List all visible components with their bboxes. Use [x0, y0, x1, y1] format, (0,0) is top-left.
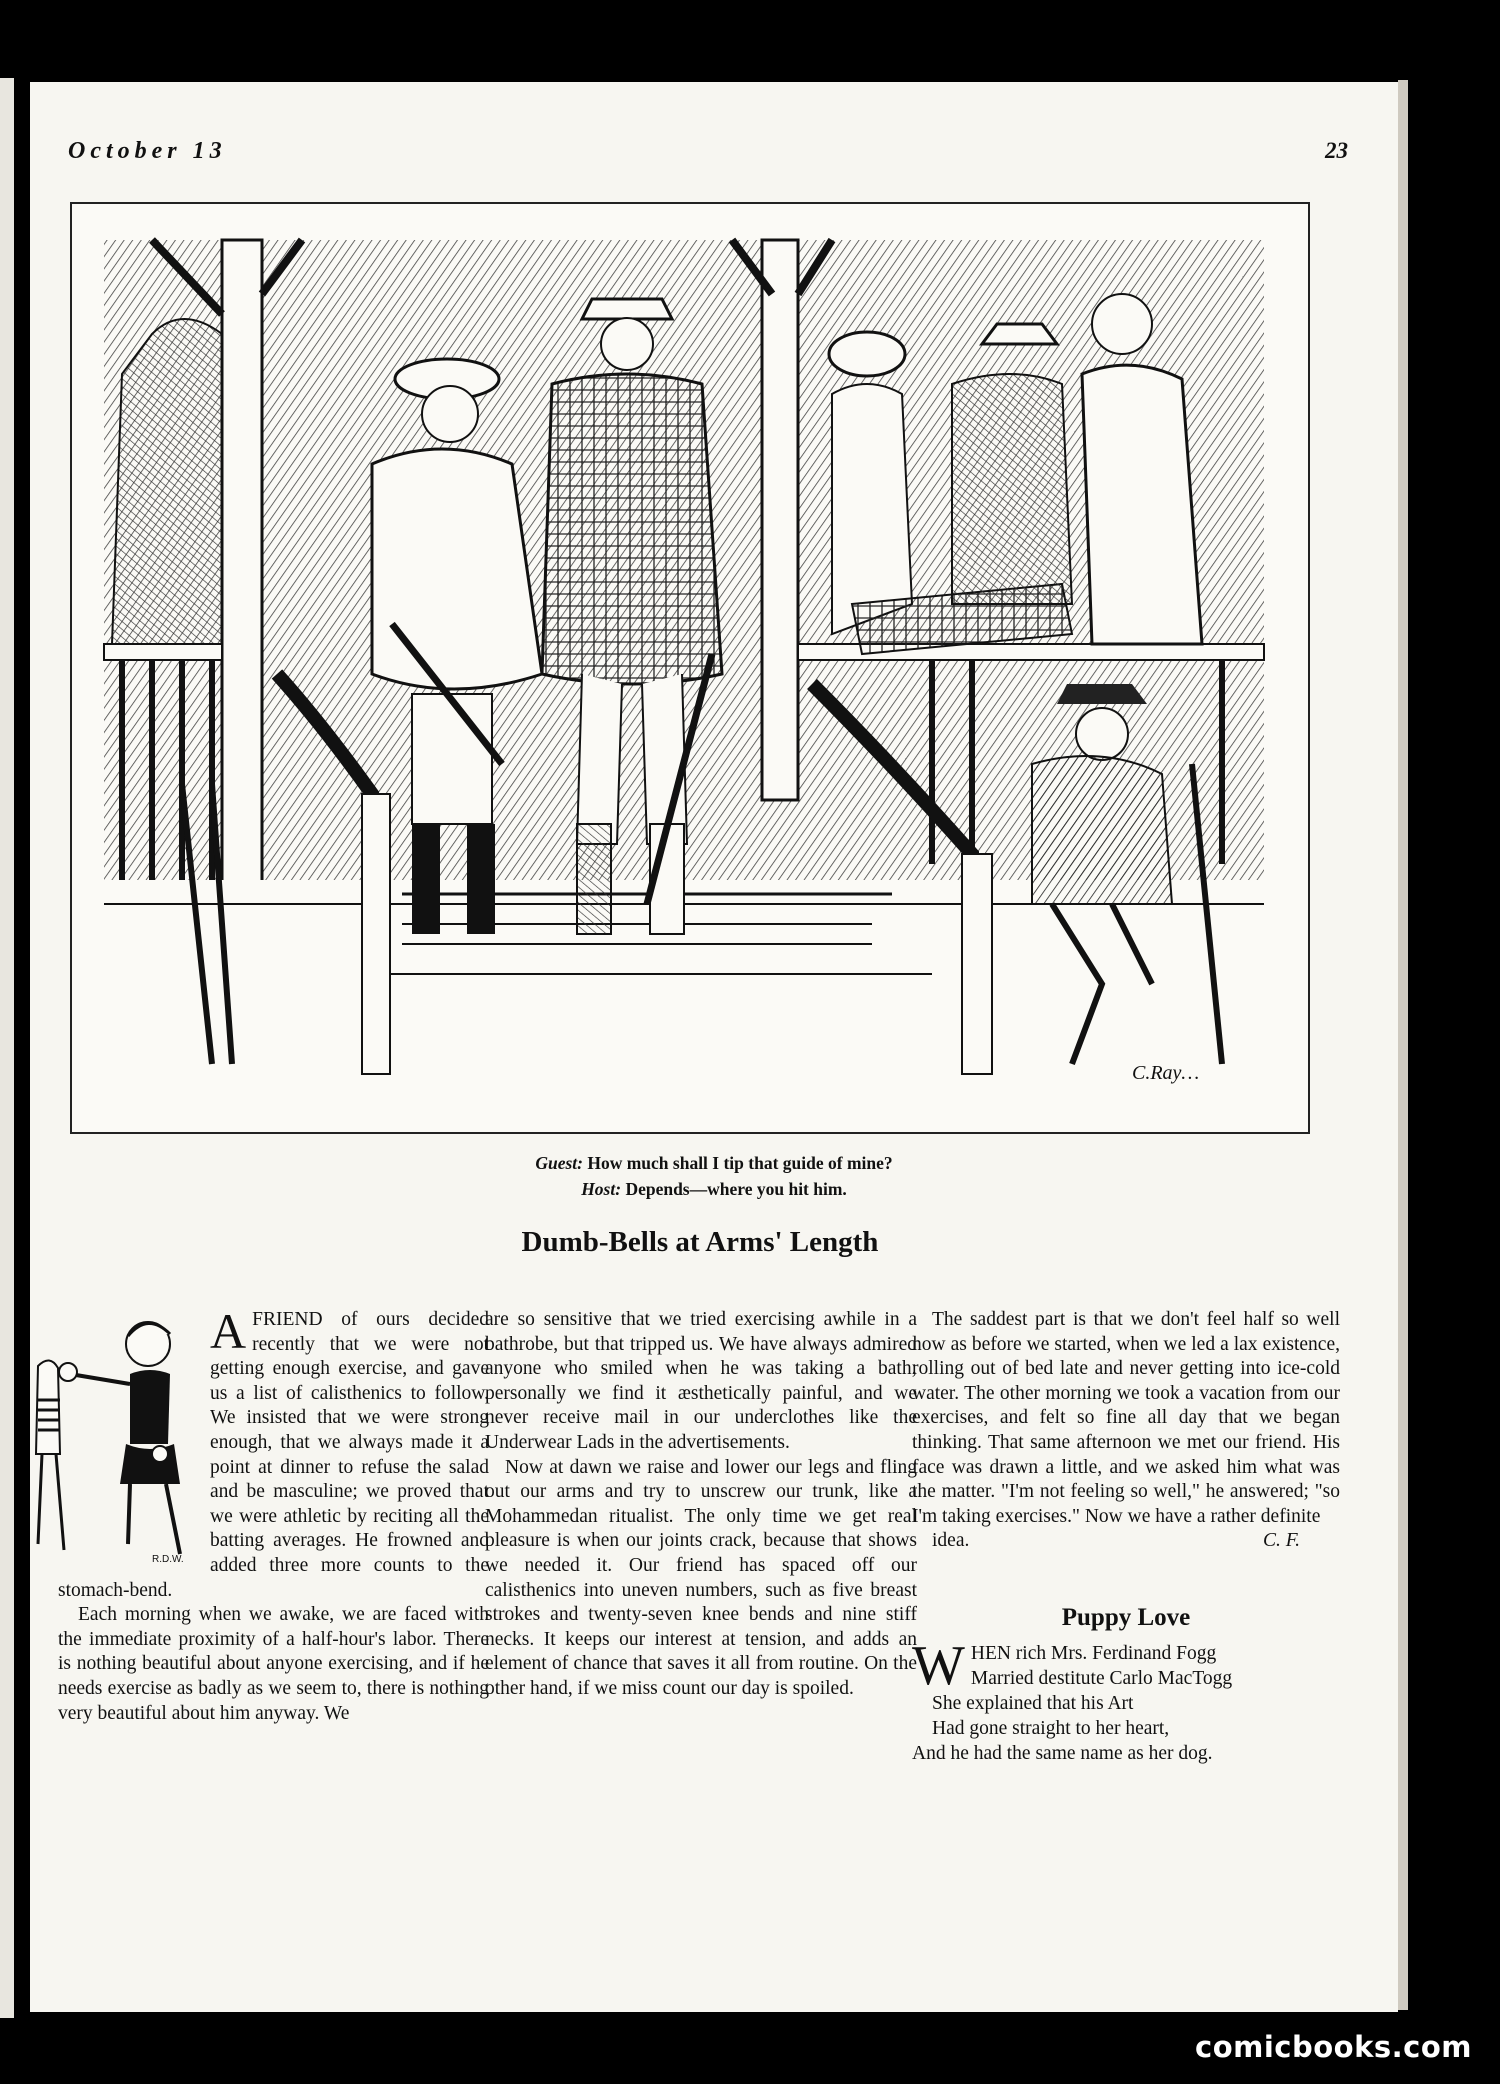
article-paragraph-2-cont: are so sensitive that we tried exercising awhile in a bathrobe, but that tripped us. We have always admired anyone who smiled when he was taking a bath; personally we find it æsthetically painful, and we never receive mail in our underclothes like the Underwear Lads in the advertisements.	[485, 1309, 917, 1453]
poem-title: Puppy Love	[1061, 1603, 1191, 1631]
article-drop-cap: A	[210, 1303, 247, 1359]
cartoon-drawing	[72, 204, 1308, 1132]
poem	[912, 1634, 1340, 1766]
caption-speaker-host: Host:	[581, 1179, 622, 1199]
page-number: 23	[1325, 138, 1348, 163]
artist-signature: C.Ray…	[1132, 1062, 1200, 1084]
caption-host-line: Depends—where you hit him.	[625, 1179, 847, 1199]
boxing-figures-illustration	[30, 1304, 206, 1566]
poem-drop-cap: W	[912, 1634, 965, 1697]
article-paragraph-1: FRIEND of ours decided recently that we were not getting enough exercise, and gave us a list of calisthenics to follow. We insisted that we were strong enough, that we always made it a point at dinner to refuse the salad and be masculine; we proved that we were athletic by reciting all the batting averages. He frowned and added three more counts to the stomach-bend.	[58, 1309, 489, 1601]
poem-line-5: And he had the same name as her dog.	[912, 1742, 1213, 1764]
article-column-1	[58, 1303, 489, 1726]
article-title: Dumb-Bells at Arms' Length	[521, 1226, 879, 1258]
article-column-2	[485, 1308, 917, 1702]
article-paragraph-4: The saddest part is that we don't feel half so well now as before we started, when we led a lax existence, rolling out of bed late and never getting into ice-cold water. The other morning we took a vacation from our exercises, and felt so fine all day that we began thinking. That same afternoon we met our friend. His face was drawn a little, and we asked him what was the matter. "I'm not feeling so well," he answered; "so I'm taking exercises." Now we have a rather definite	[912, 1309, 1340, 1527]
article-paragraph-3: Now at dawn we raise and lower our legs and fling out our arms and try to unscrew our trunk, like a Mohammedan ritualist. The only time we get real pleasure is when our joints crack, because that shows we needed it. Our friend has spaced off our calisthenics into uneven numbers, such as five breast strokes and twenty-seven knee bends and nine stiff necks. It keeps our interest at tension, and adds an element of chance that saves it all from routine. On the other hand, if we miss count our day is spoiled.	[485, 1456, 917, 1699]
poem-line-4: Had gone straight to her heart,	[932, 1717, 1170, 1739]
site-watermark: comicbooks.com	[1195, 2030, 1472, 2064]
caption-guest-line: How much shall I tip that guide of mine?	[587, 1153, 893, 1173]
article-last-word: idea.	[932, 1530, 970, 1552]
issue-date: October 13	[68, 138, 227, 164]
caption-speaker-guest: Guest:	[535, 1153, 583, 1173]
page-binding-edge	[1398, 80, 1408, 2010]
poem-line-1: HEN rich Mrs. Ferdinand Fogg	[970, 1642, 1217, 1664]
spot-art-signature: R.D.W.	[152, 1554, 184, 1565]
cartoon-illustration	[70, 202, 1310, 1134]
article-paragraph-2: Each morning when we awake, we are faced with the immediate proximity of a half-hour's labor. There is nothing beautiful about anyone exercising, and if he needs exercise as badly as we seem to, there is nothing very beautiful about him anyway. We	[58, 1604, 489, 1724]
article-column-3	[912, 1308, 1340, 1766]
article-signoff	[912, 1529, 1340, 1554]
article-author: C. F.	[1262, 1530, 1300, 1552]
poem-line-3: She explained that his Art	[932, 1692, 1134, 1714]
magazine-page	[30, 82, 1398, 2012]
poem-line-2: Married destitute Carlo MacTogg	[970, 1667, 1233, 1689]
facing-page-edge	[0, 78, 14, 2018]
cartoon-caption	[30, 1150, 1398, 1202]
